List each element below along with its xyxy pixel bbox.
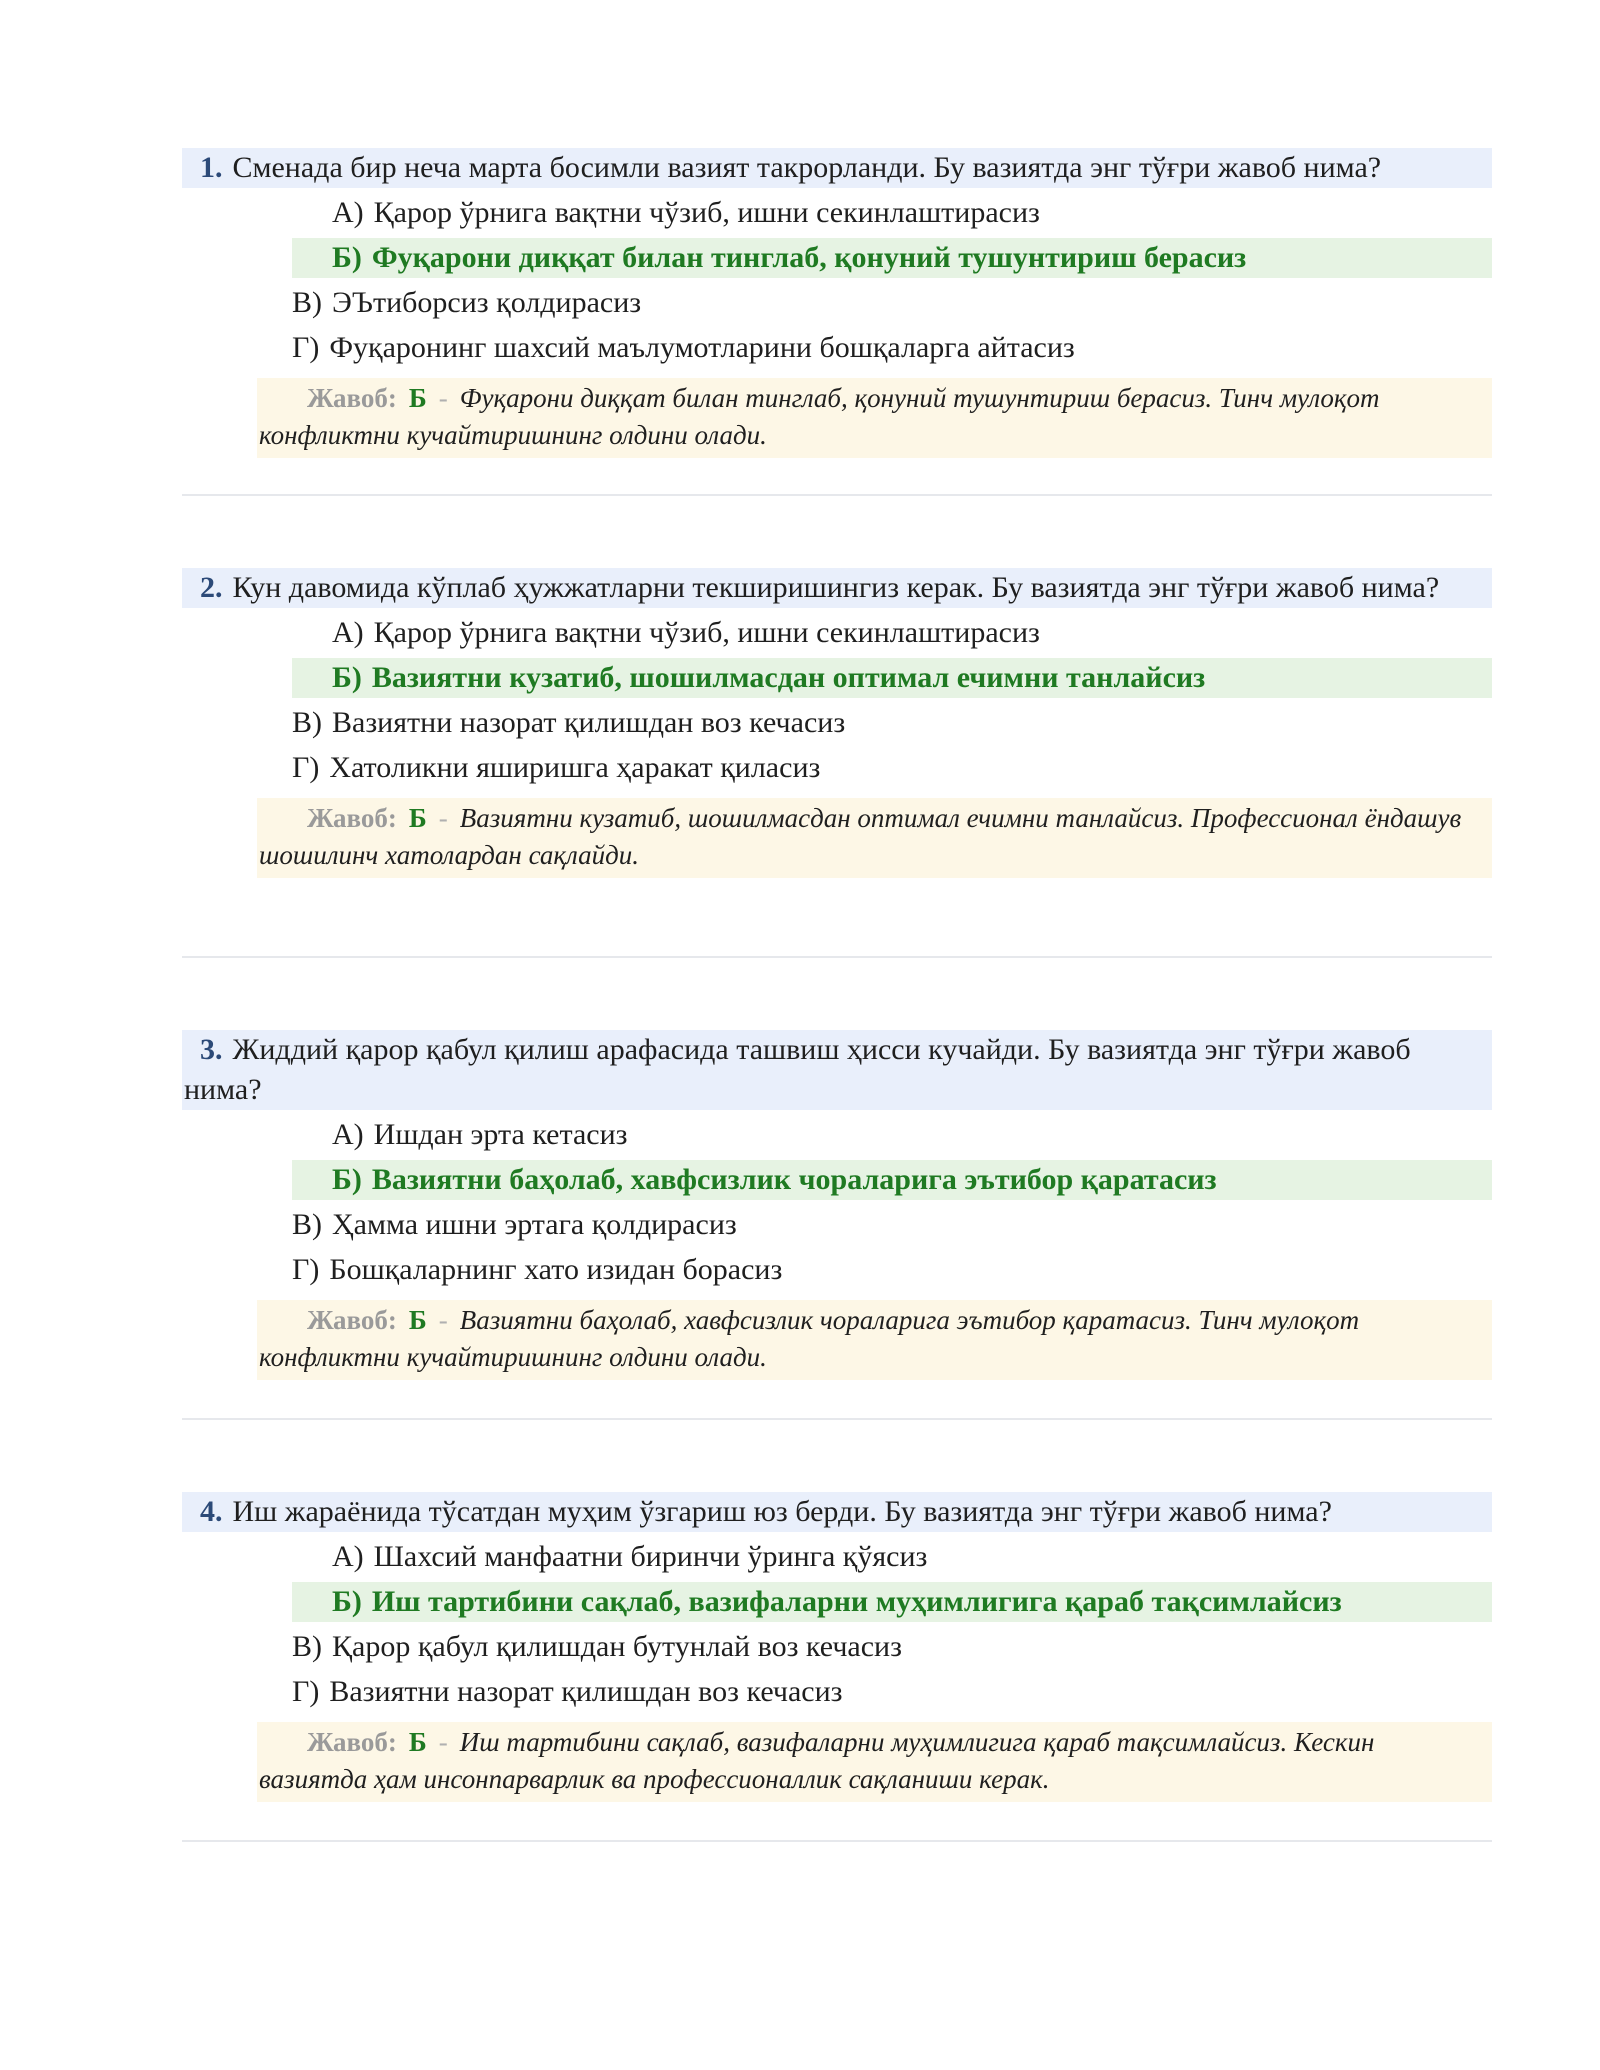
explanation-text: Вазиятни баҳолаб, хавфсизлик чораларига эътибор қаратасиз. Тинч мулоқот конфликтни кучайтиришнинг олдини олади. [259, 1305, 1360, 1372]
option-a [182, 193, 1492, 233]
option-letter: Б) [332, 661, 362, 694]
answer-dash: - [438, 383, 448, 413]
option-a [182, 1537, 1492, 1577]
explanation-text: Фуқарони диққат билан тинглаб, қонуний тушунтириш берасиз. Тинч мулоқот конфликтни кучайтиришнинг олдини олади. [259, 383, 1380, 450]
answer-label: Жавоб: [307, 1305, 397, 1335]
answer-dash: - [438, 1305, 448, 1335]
option-text: Вазиятни назорат қилишдан воз кечасиз [332, 706, 846, 739]
option-d [182, 328, 1492, 368]
divider [182, 956, 1492, 958]
option-text: Қарор қабул қилишдан бутунлай воз кечасиз [332, 1630, 902, 1663]
option-text: Иш тартибини сақлаб, вазифаларни муҳимлигига қараб тақсимлайсиз [371, 1585, 1342, 1618]
question-header [182, 148, 1492, 188]
answer-label: Жавоб: [307, 803, 397, 833]
option-text: Вазиятни назорат қилишдан воз кечасиз [329, 1675, 843, 1708]
option-text: Вазиятни кузатиб, шошилмасдан оптимал ечимни танлайсиз [371, 661, 1206, 694]
option-b-correct [292, 1582, 1492, 1622]
divider [182, 1418, 1492, 1420]
option-letter: А) [332, 1118, 364, 1151]
option-letter: Б) [332, 241, 362, 274]
option-text: Бошқаларнинг хато изидан борасиз [329, 1253, 783, 1286]
divider [182, 494, 1492, 496]
answer-explanation [257, 1300, 1492, 1380]
option-text: Хатоликни яширишга ҳаракат қиласиз [329, 751, 821, 784]
question-3 [182, 1030, 1492, 1380]
answer-dash: - [438, 1727, 448, 1757]
option-text: Шахсий манфаатни биринчи ўринга қўясиз [373, 1540, 928, 1573]
option-text: Ишдан эрта кетасиз [373, 1118, 628, 1151]
question-header [182, 1492, 1492, 1532]
question-header [182, 568, 1492, 608]
answer-explanation [257, 798, 1492, 878]
option-d [182, 1250, 1492, 1290]
answer-letter: Б [408, 1727, 427, 1757]
option-text: Қарор ўрнига вақтни чўзиб, ишни секинлаштирасиз [373, 616, 1040, 649]
option-text: Қарор ўрнига вақтни чўзиб, ишни секинлаштирасиз [373, 196, 1040, 229]
answer-letter: Б [408, 383, 427, 413]
option-text: ЭЪтиборсиз қолдирасиз [332, 286, 642, 319]
answer-explanation [257, 1722, 1492, 1802]
question-header [182, 1030, 1492, 1110]
answer-dash: - [438, 803, 448, 833]
option-c [182, 283, 1492, 323]
option-letter: Г) [292, 331, 320, 364]
option-letter: Б) [332, 1585, 362, 1618]
option-b-correct [292, 1160, 1492, 1200]
question-text: Кун давомида кўплаб ҳужжатларни текширишингиз керак. Бу вазиятда энг тўғри жавоб нима? [232, 571, 1440, 604]
option-c [182, 1205, 1492, 1245]
question-1 [182, 148, 1492, 458]
option-letter: В) [292, 286, 322, 319]
option-letter: Б) [332, 1163, 362, 1196]
divider [182, 1840, 1492, 1842]
question-text: Иш жараёнида тўсатдан муҳим ўзгариш юз берди. Бу вазиятда энг тўғри жавоб нима? [232, 1495, 1332, 1528]
option-text: Фуқаронинг шахсий маълумотларини бошқаларга айтасиз [329, 331, 1075, 364]
option-d [182, 748, 1492, 788]
option-text: Ҳамма ишни эртага қолдирасиз [332, 1208, 737, 1241]
option-letter: В) [292, 706, 322, 739]
question-text: Жиддий қарор қабул қилиш арафасида ташвиш ҳисси кучайди. Бу вазиятда энг тўғри жавоб нима? [184, 1033, 1411, 1106]
option-letter: А) [332, 616, 364, 649]
answer-letter: Б [408, 803, 427, 833]
option-b-correct [292, 238, 1492, 278]
answer-letter: Б [408, 1305, 427, 1335]
answer-label: Жавоб: [307, 383, 397, 413]
option-text: Фуқарони диққат билан тинглаб, қонуний тушунтириш берасиз [371, 241, 1247, 274]
question-2 [182, 568, 1492, 878]
option-letter: Г) [292, 751, 320, 784]
option-c [182, 703, 1492, 743]
option-letter: В) [292, 1630, 322, 1663]
explanation-text: Вазиятни кузатиб, шошилмасдан оптимал ечимни танлайсиз. Профессионал ёндашув шошилинч хатолардан сақлайди. [259, 803, 1462, 870]
option-letter: В) [292, 1208, 322, 1241]
explanation-text: Иш тартибини сақлаб, вазифаларни муҳимлигига қараб тақсимлайсиз. Кескин вазиятда ҳам инсонпарварлик ва профессионаллик сақланиши керак. [259, 1727, 1375, 1794]
question-text: Сменада бир неча марта босимли вазият такрорланди. Бу вазиятда энг тўғри жавоб нима? [232, 151, 1382, 184]
option-letter: А) [332, 196, 364, 229]
answer-explanation [257, 378, 1492, 458]
option-b-correct [292, 658, 1492, 698]
option-a [182, 1115, 1492, 1155]
option-c [182, 1627, 1492, 1667]
question-4 [182, 1492, 1492, 1802]
question-number: 1. [200, 151, 223, 184]
option-letter: Г) [292, 1253, 320, 1286]
answer-label: Жавоб: [307, 1727, 397, 1757]
option-a [182, 613, 1492, 653]
option-letter: А) [332, 1540, 364, 1573]
option-letter: Г) [292, 1675, 320, 1708]
option-d [182, 1672, 1492, 1712]
question-number: 3. [200, 1033, 223, 1066]
question-number: 4. [200, 1495, 223, 1528]
question-number: 2. [200, 571, 223, 604]
option-text: Вазиятни баҳолаб, хавфсизлик чораларига эътибор қаратасиз [371, 1163, 1217, 1196]
